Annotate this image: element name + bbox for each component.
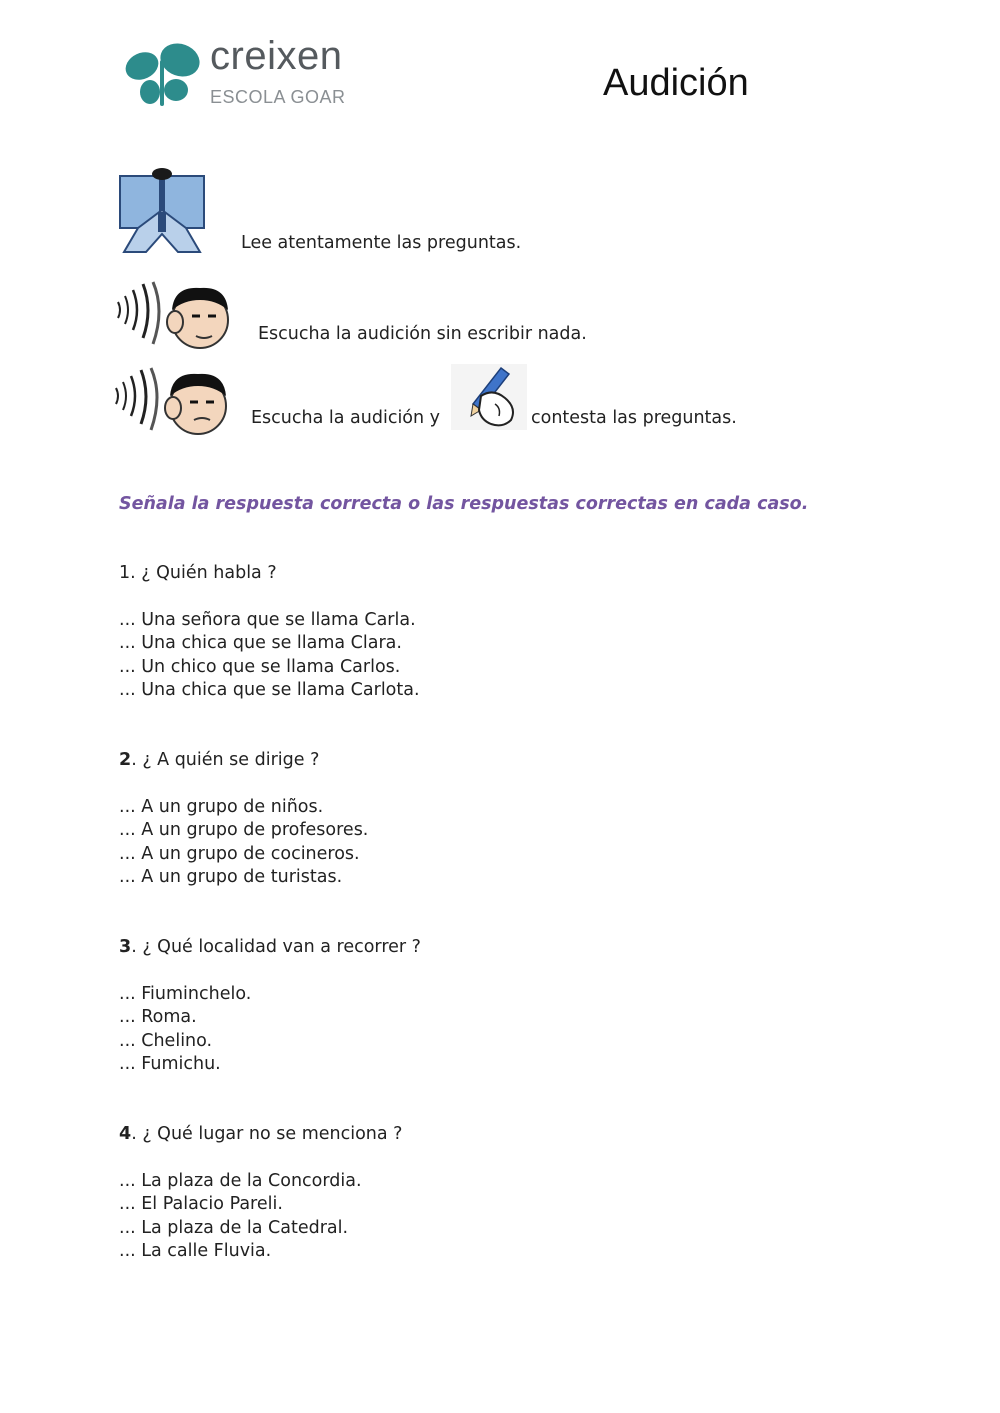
answer-option: ... Un chico que se llama Carlos. — [119, 656, 401, 677]
pencil-hand-icon — [451, 364, 527, 430]
answer-option: ... La plaza de la Concordia. — [119, 1170, 362, 1191]
question-text: 2. ¿ A quién se dirige ? — [119, 750, 320, 770]
logo-subtitle: ESCOLA GOAR — [210, 87, 346, 107]
instruction-listen-answer-part1: Escucha la audición y — [251, 408, 441, 428]
question-text: 4. ¿ Qué lugar no se menciona ? — [119, 1124, 403, 1144]
task-instruction: Señala la respuesta correcta o las respuestas correctas en cada caso. — [119, 494, 809, 514]
instruction-listen-answer-part2: contesta las preguntas. — [531, 408, 737, 428]
question-1 — [119, 562, 420, 703]
answer-option: ... Roma. — [119, 1007, 197, 1027]
question-2 — [119, 749, 368, 890]
question-number: 2 — [119, 750, 132, 770]
answer-option: ... Una señora que se llama Carla. — [119, 609, 416, 630]
reading-person-icon — [118, 168, 208, 256]
answer-option: ... A un grupo de niños. — [119, 796, 324, 817]
question-4 — [119, 1123, 402, 1264]
page-title: Audición — [603, 62, 749, 104]
listening-face-icon — [110, 366, 234, 436]
answer-option: ... Fiuminchelo. — [119, 983, 252, 1004]
question-text: 1. ¿ Quién habla ? — [119, 563, 277, 583]
question-3 — [119, 936, 421, 1077]
answer-option: ... A un grupo de turistas. — [119, 867, 343, 887]
question-number: 1 — [119, 563, 131, 583]
answer-option: ... El Palacio Pareli. — [119, 1194, 283, 1214]
answer-option: ... A un grupo de cocineros. — [119, 843, 360, 864]
school-logo — [122, 34, 372, 110]
answer-option: ... Una chica que se llama Carlota. — [119, 680, 420, 700]
instruction-read: Lee atentamente las preguntas. — [241, 233, 522, 253]
answer-option: ... Chelino. — [119, 1030, 213, 1051]
butterfly-logo-icon — [122, 40, 212, 110]
instruction-listen: Escucha la audición sin escribir nada. — [258, 324, 587, 344]
listening-face-icon — [112, 280, 236, 350]
answer-option: ... Una chica que se llama Clara. — [119, 633, 402, 653]
question-number: 4 — [119, 1124, 132, 1144]
answer-option: ... A un grupo de profesores. — [119, 820, 369, 840]
answer-option: ... La plaza de la Catedral. — [119, 1217, 349, 1238]
answer-option: ... Fumichu. — [119, 1054, 221, 1074]
question-text: 3. ¿ Qué localidad van a recorrer ? — [119, 937, 421, 957]
answer-option: ... La calle Fluvia. — [119, 1241, 272, 1261]
question-number: 3 — [119, 937, 132, 957]
logo-wordmark: creixen — [210, 34, 343, 78]
